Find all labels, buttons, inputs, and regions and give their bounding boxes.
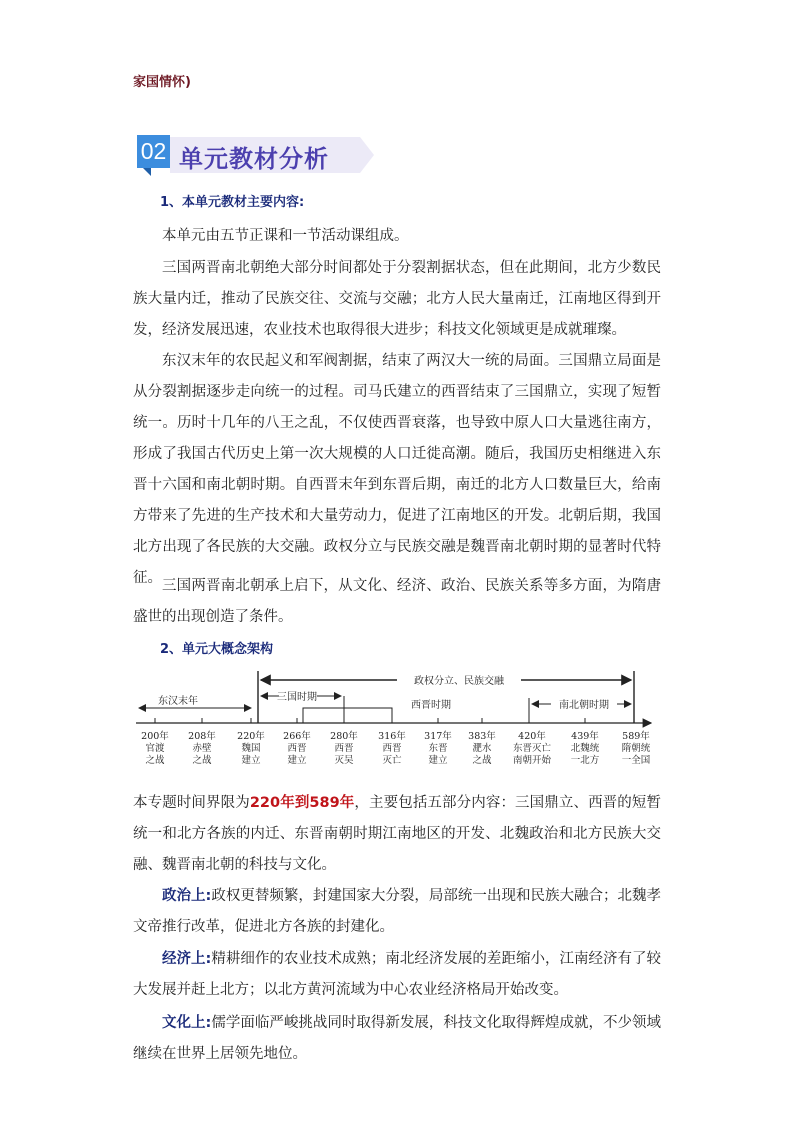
section-header-arrow: [360, 137, 374, 173]
event-line2: 之战: [145, 755, 165, 766]
paragraph-overview: 三国两晋南北朝绝大部分时间都处于分裂割据状态，但在此期间，北方少数民族大量内迁，推动了民族交往、交流与交融；北方人民大量南迁，江南地区得到开发，经济发展迅速，农业技术也取得很大进步；科技文化领域更是成就璀璨。: [133, 260, 661, 338]
event-line1: 东晋灭亡: [512, 743, 552, 754]
event-year: 208年: [188, 731, 216, 742]
event-line1: 魏国: [241, 743, 261, 754]
event-year: 420年: [518, 731, 546, 742]
section-number: 02: [137, 135, 170, 168]
event-line2: 灭吴: [334, 755, 354, 766]
paragraph-economy: [133, 944, 661, 1006]
span-label-donghan: 东汉末年: [158, 696, 198, 707]
paragraph-history: 东汉末年的农民起义和军阀割据，结束了两汉大一统的局面。三国鼎立局面是从分裂割据逐步走向统一的过程。司马氏建立的西晋结束了三国鼎立，实现了短暂统一。历时十几年的八王之乱，不仅使西晋衰落，也导致中原人口大量逃往南方，形成了我国古代历史上第一次大规模的人口迁徙高潮。随后，我国历史相继进入东晋十六国和南北朝时期。自西晋末年到东晋后期，南迁的北方人口数量巨大，给南方带来了先进的生产技术和大量劳动力，促进了江南地区的开发。北朝后期，我国北方出现了各民族的大交融。政权分立与民族交融是魏晋南北朝时期的显著时代特征。: [133, 353, 661, 586]
section-number-fold: [143, 168, 151, 176]
economy-text: 精耕细作的农业技术成熟；南北经济发展的差距缩小，江南经济有了较大发展并赶上北方；以北方黄河流域为中心农业经济格局开始改变。: [133, 951, 661, 998]
event-year: 439年: [571, 731, 599, 742]
economy-label: 经济上:: [162, 951, 212, 967]
event-line2: 一全国: [621, 755, 651, 766]
paragraph-politics: [133, 881, 661, 943]
top-fragment: 家国情怀): [133, 75, 191, 90]
event-line2: 建立: [287, 755, 307, 766]
section-header: [137, 133, 373, 181]
span-xijin-bracket: [303, 708, 392, 723]
event-line1: 淝水: [472, 743, 492, 754]
event-year: 316年: [378, 731, 406, 742]
event-line1: 官渡: [145, 743, 165, 754]
event-year: 266年: [283, 731, 311, 742]
culture-text: 儒学面临严峻挑战同时取得新发展，科技文化取得辉煌成就，不少领域继续在世界上居领先地位。: [133, 1015, 661, 1062]
paragraph-intro: 本单元由五节正课和一节活动课组成。: [162, 228, 409, 244]
event-line1: 北魏统: [570, 743, 600, 754]
event-line1: 赤壁: [192, 743, 212, 754]
scope-text-a: 本专题时间界限为: [133, 795, 250, 811]
event-line2: 之战: [472, 755, 492, 766]
politics-label: 政治上:: [162, 888, 212, 904]
span-top-label: 政权分立、民族交融: [414, 676, 504, 687]
timeline-event-labels: [141, 730, 651, 766]
politics-text: 政权更替频繁，封建国家大分裂，局部统一出现和民族大融合；北魏孝文帝推行改革，促进北方各族的封建化。: [133, 888, 661, 935]
event-year: 280年: [330, 731, 358, 742]
culture-label: 文化上:: [162, 1015, 212, 1031]
event-line1: 隋朝统: [621, 743, 651, 754]
event-line2: 建立: [428, 755, 448, 766]
timeline-diagram: [133, 660, 663, 772]
event-line2: 之战: [192, 755, 212, 766]
event-line2: 建立: [241, 755, 261, 766]
scope-text-b: ，主要包括五部分内容：三国鼎立、西晋的短暂统一和北方各族的内迁、东晋南朝时期江南地区的开发、北魏政治和北方民族大交融、魏晋南北朝的科技与文化。: [133, 795, 661, 873]
subheading-concept-framework: 2、单元大概念架构: [160, 642, 274, 657]
subheading-main-content: 1、本单元教材主要内容:: [160, 195, 305, 210]
timeline-ticks: [155, 718, 634, 723]
event-year: 589年: [622, 731, 650, 742]
event-line2: 灭亡: [382, 755, 402, 766]
span-label-xijin: 西晋时期: [411, 700, 451, 711]
paragraph-culture: [133, 1008, 661, 1070]
span-label-nanbei: 南北朝时期: [559, 700, 609, 711]
event-year: 383年: [468, 731, 496, 742]
event-line1: 东晋: [428, 743, 448, 754]
event-line1: 西晋: [287, 743, 307, 754]
paragraph-scope: [133, 788, 661, 881]
paragraph-conclusion: 三国两晋南北朝承上启下，从文化、经济、政治、民族关系等多方面，为隋唐盛世的出现创造了条件。: [133, 578, 661, 625]
event-line2: 一北方: [570, 755, 600, 766]
event-year: 220年: [237, 731, 265, 742]
event-year: 317年: [424, 731, 452, 742]
event-year: 200年: [141, 731, 169, 742]
section-title: 单元教材分析: [179, 145, 329, 173]
event-line2: 南朝开始: [512, 755, 552, 766]
scope-time-range: 220年到589年: [249, 795, 355, 811]
event-line1: 西晋: [382, 743, 402, 754]
span-label-sanguo: 三国时期: [277, 692, 317, 703]
event-line1: 西晋: [334, 743, 354, 754]
